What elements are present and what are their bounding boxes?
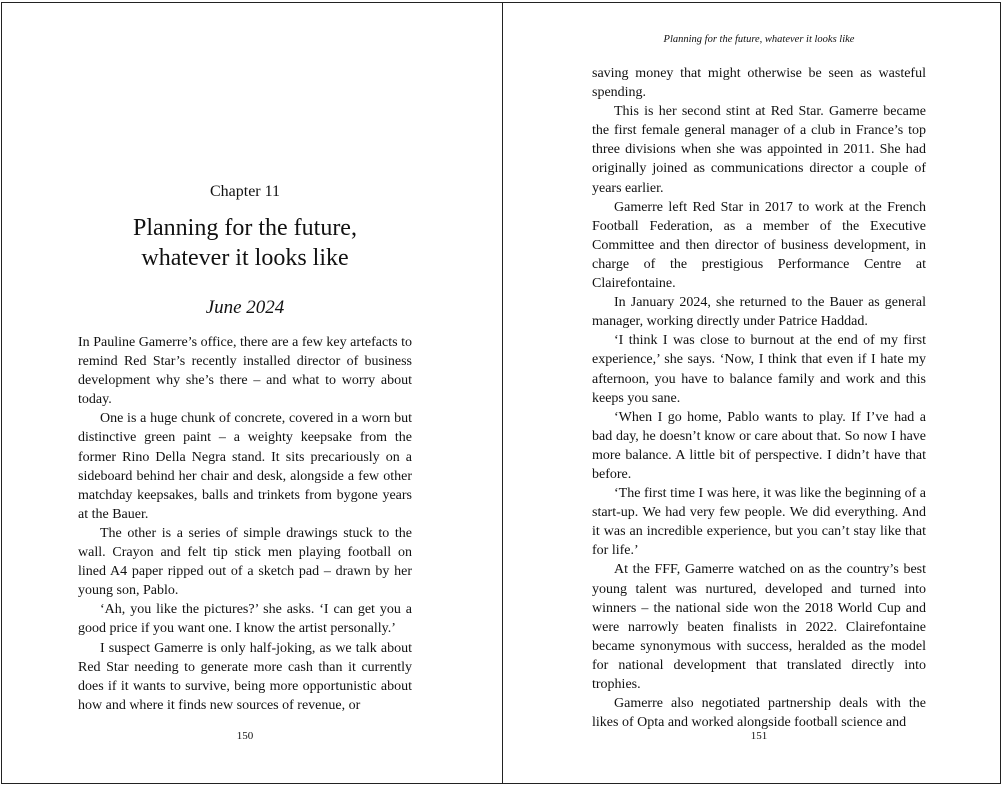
paragraph: The other is a series of simple drawings stuck to the wall. Crayon and felt tip stick men playing football on lined A4 paper ripped out of a sketch pad – drawn by her young son, Pablo. — [78, 525, 412, 599]
paragraph: ‘Ah, you like the pictures?’ she asks. ‘I can get you a good price if you want one. I know the artist personally.’ — [78, 602, 412, 637]
paragraph: ‘When I go home, Pablo wants to play. If I’ve had a bad day, he doesn’t know or care about that. So now I have more balance. A little bit of perspective. I didn’t have that before. — [592, 409, 926, 482]
gutter-divider — [502, 3, 503, 783]
chapter-title-line1: Planning for the future, — [133, 215, 357, 241]
paragraph: One is a huge chunk of concrete, covered in a worn but distinctive green paint – a weighty keepsake from the former Rino Della Negra stand. It sits precariously on a sideboard behind her chair and desk, alongside a few other matchday keepsakes, balls and trinkets from bygone years at the Bauer. — [78, 411, 412, 522]
left-page-body — [78, 333, 412, 715]
chapter-label: Chapter 11 — [209, 183, 281, 200]
left-page — [78, 3, 412, 783]
paragraph: In Pauline Gamerre’s office, there are a few key artefacts to remind Red Star’s recently installed director of business development why she’s there – and what to worry about today. — [78, 335, 412, 408]
chapter-date: June 2024 — [205, 297, 285, 318]
paragraph: Gamerre also negotiated partnership deals with the likes of Opta and worked alongside football science and — [592, 696, 926, 731]
chapter-title-line2: whatever it looks like — [141, 245, 349, 271]
running-head: Planning for the future, whatever it looks like — [663, 34, 855, 45]
paragraph: This is her second stint at Red Star. Gamerre became the first female general manager of a club in France’s top three divisions when she was appointed in 2011. She had originally joined as communications director a couple of years earlier. — [592, 104, 926, 196]
chapter-title — [78, 213, 412, 273]
paragraph: In January 2024, she returned to the Bauer as general manager, working directly under Patrice Haddad. — [592, 295, 926, 330]
paragraph: At the FFF, Gamerre watched on as the country’s best young talent was nurtured, developed and turned into winners – the national side won the 2018 World Cup and were narrowly beaten finalists in 2022. Clairefontaine became synonymous with success, heralded as the model for national development that translated directly into trophies. — [592, 562, 926, 692]
right-page-body — [592, 64, 926, 732]
paragraph: ‘I think I was close to burnout at the end of my first experience,’ she says. ‘Now, I think that even if I hate my afternoon, you have to balance family and work and this keeps you sane. — [592, 333, 926, 406]
page-number: 150 — [236, 730, 254, 742]
paragraph: ‘The first time I was here, it was like the beginning of a start-up. We had very few people. We did everything. And it was an incredible experience, but you can’t stay like that for life.’ — [592, 486, 926, 559]
paragraph: saving money that might otherwise be seen as wasteful spending. — [592, 66, 926, 101]
book-spread — [1, 2, 1001, 784]
page-number: 151 — [750, 730, 768, 742]
paragraph: I suspect Gamerre is only half-joking, as we talk about Red Star needing to generate more cash than it currently does if it wants to survive, being more opportunistic about how and where it finds new sources of revenue, or — [78, 640, 412, 713]
paragraph: Gamerre left Red Star in 2017 to work at the French Football Federation, as a member of the Executive Committee and then director of business development, in charge of the prestigious Performance Centre at Clairefontaine. — [592, 199, 926, 292]
right-page — [592, 3, 926, 783]
